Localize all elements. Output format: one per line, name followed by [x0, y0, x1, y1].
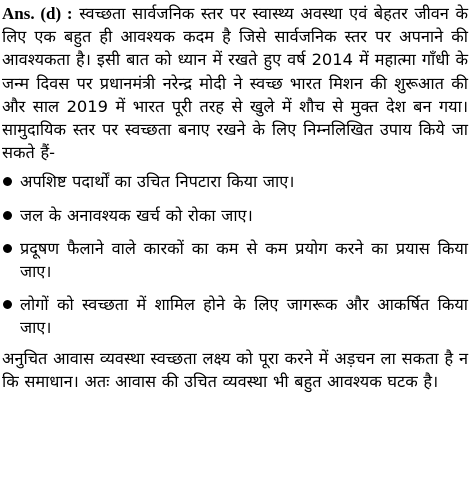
list-item [2, 293, 468, 339]
list-item [2, 204, 468, 227]
answer-label: Ans. (d) : [2, 4, 73, 23]
bullet-icon [3, 177, 12, 186]
list-item [2, 170, 468, 193]
bullet-icon [3, 244, 12, 253]
bullet-icon [3, 300, 12, 309]
answer-block [2, 2, 468, 393]
list-item-text: अपशिष्ट पदार्थों का उचित निपटारा किया जाए। [20, 172, 295, 192]
list-item-text: लोगों को स्वच्छता में शामिल होने के लिए जागरूक और आकर्षित किया जाए। [20, 295, 468, 338]
list-item-text: प्रदूषण फैलाने वाले कारकों का कम से कम प्रयोग करने का प्रयास किया जाए। [20, 238, 468, 282]
measures-list [2, 170, 468, 339]
closing-paragraph: अनुचित आवास व्यवस्था स्वच्छता लक्ष्य को पूरा करने में अड़चन ला सकता है न कि समाधान। अतः आवास की उचित व्यवस्था भी बहुत आवश्यक घटक है। [2, 348, 468, 391]
list-item-text: जल के अनावश्यक खर्च को रोका जाए। [20, 205, 253, 225]
intro-text: स्वच्छता सार्वजनिक स्तर पर स्वास्थ्य अवस्था एवं बेहतर जीवन के लिए एक बहुत ही आवश्यक कदम है जिसे सार्वजनिक स्तर पर अपनाने की आवश्यकता है। इसी बात को ध्यान में रखते हुए वर्ष 2014 में महात्मा गाँधी के जन्म दिवस पर प्रधानमंत्री नरेन्द्र मोदी ने स्वच्छ भारत मिशन की शुरूआत की और साल 2019 में भारत पूरी तरह से खुले में शौच से मुक्त देश बन गया। सामुदायिक स्तर पर स्वच्छता बनाए रखने के लिए निम्नलिखित उपाय किये जा सकते हैं- [2, 4, 468, 163]
intro-paragraph [2, 2, 468, 164]
list-item [2, 237, 468, 283]
bullet-icon [3, 211, 12, 220]
